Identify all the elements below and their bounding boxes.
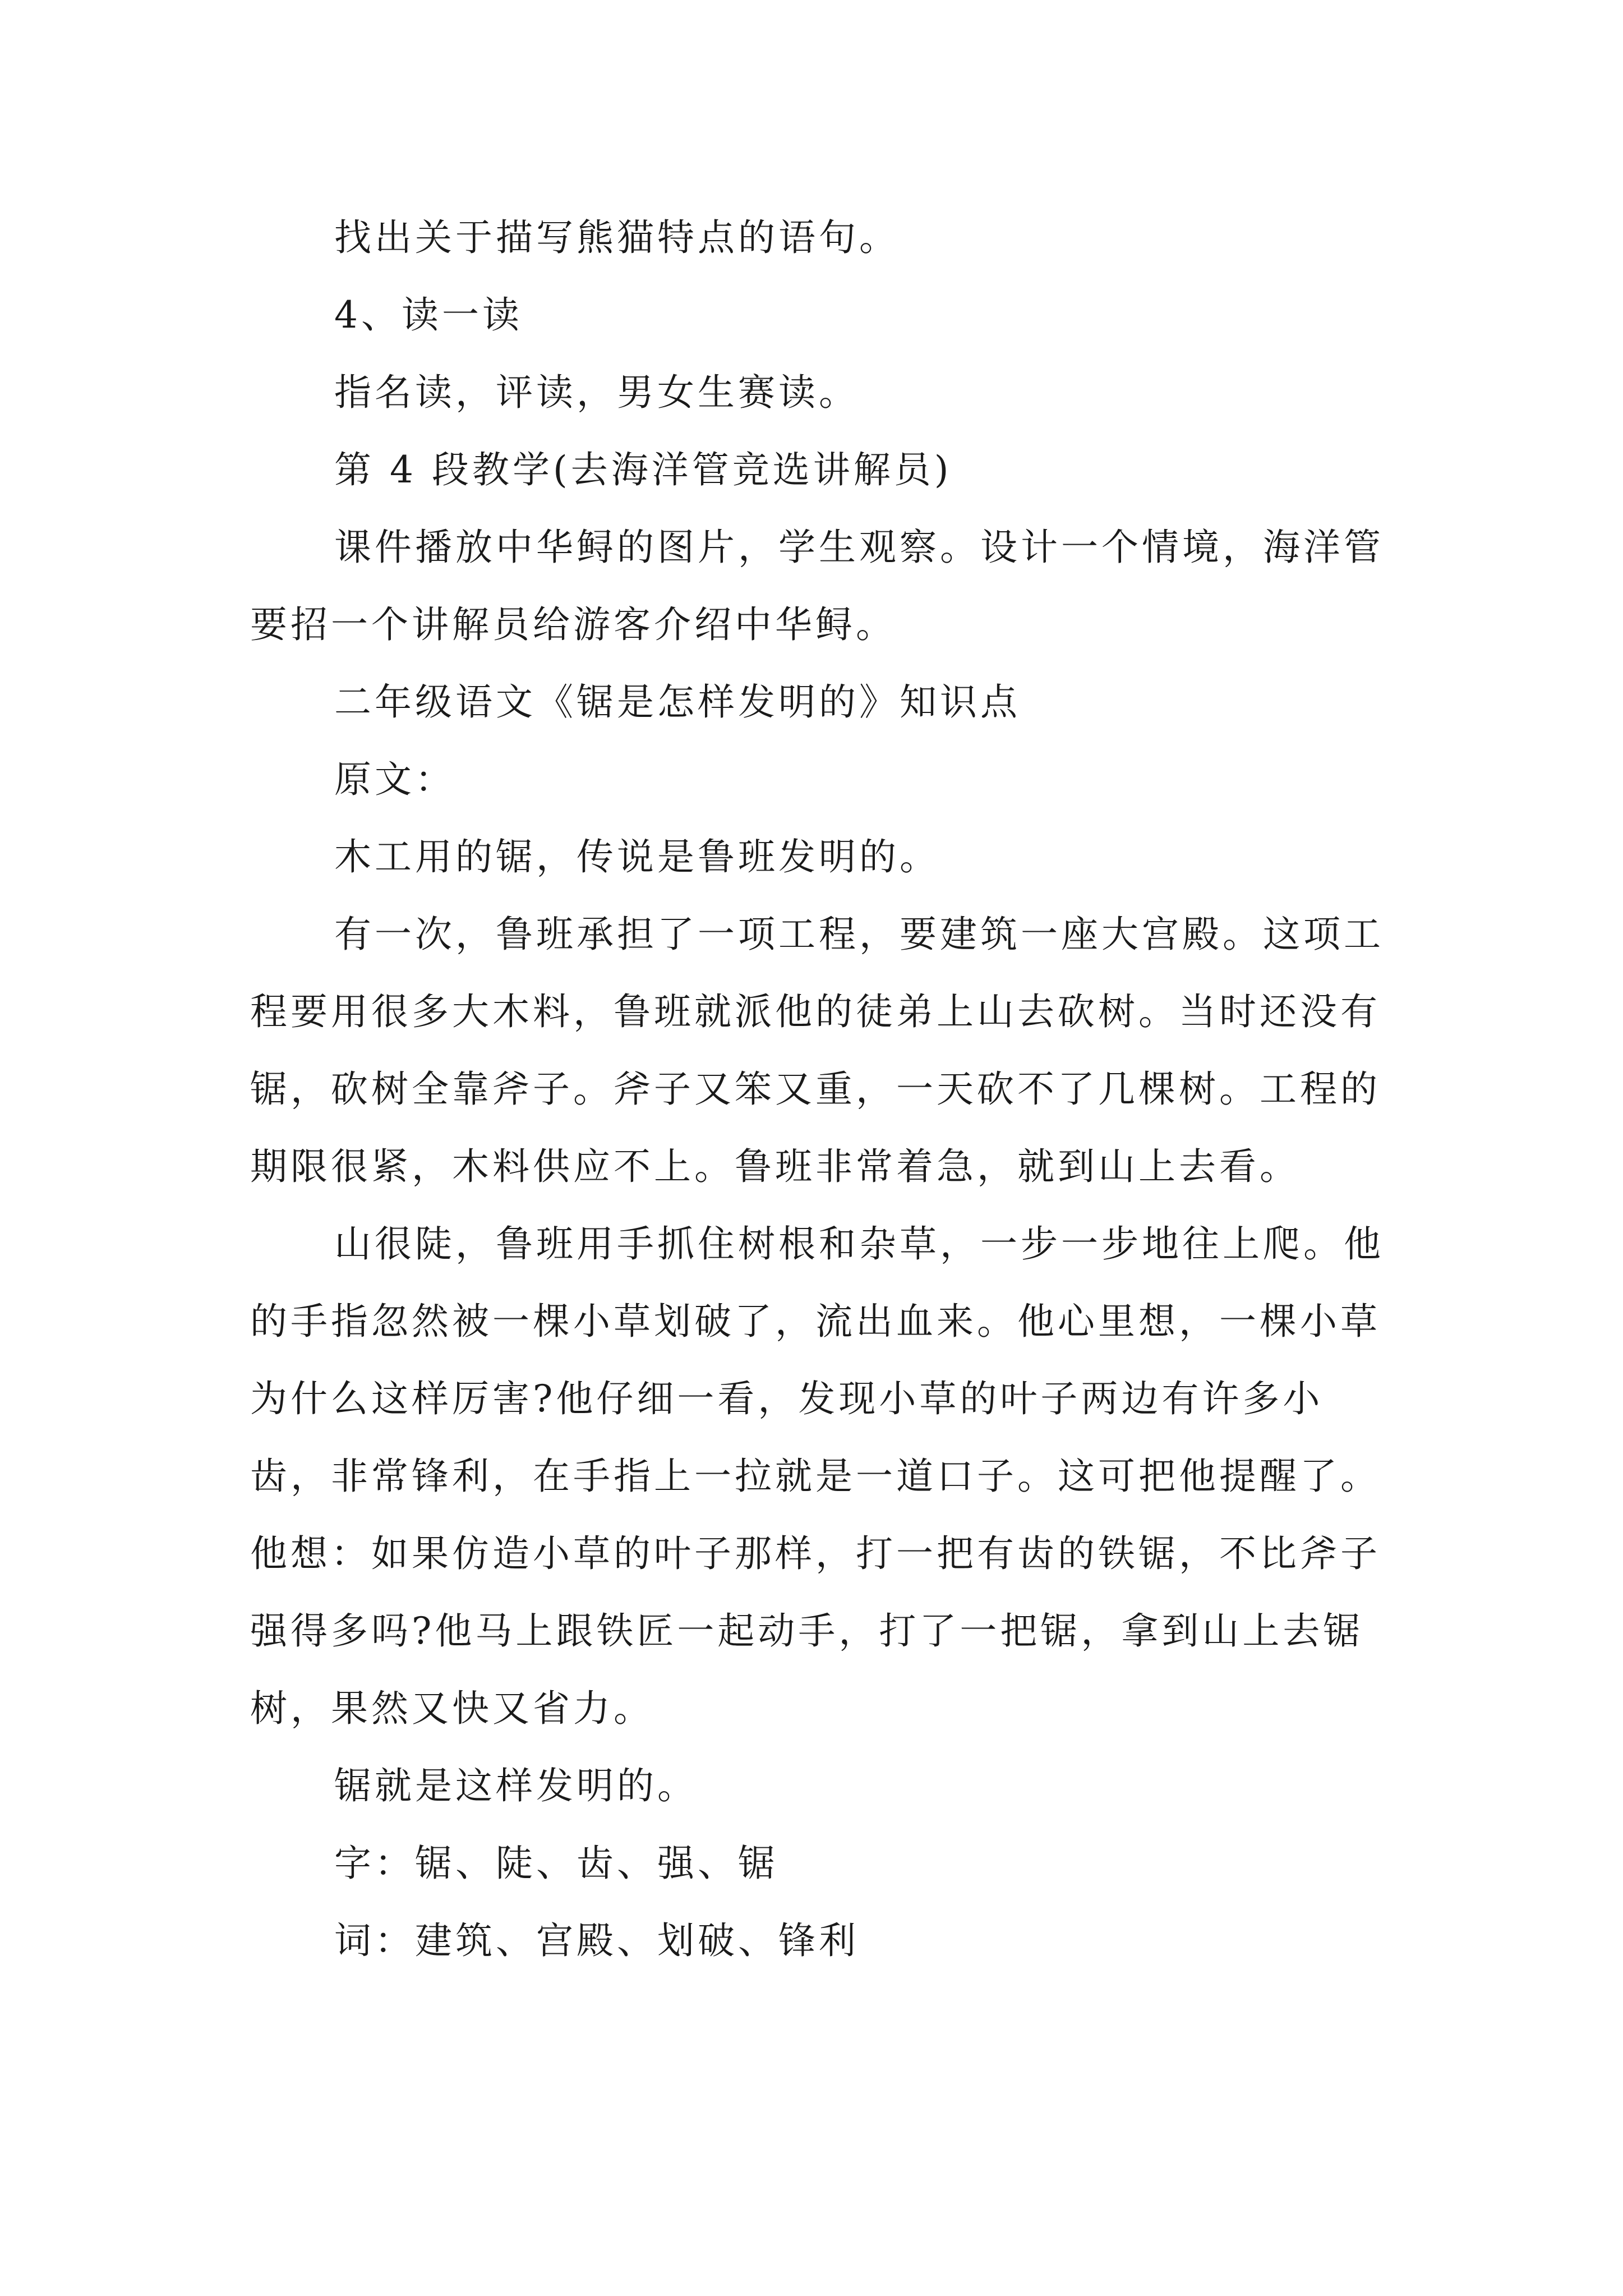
section-heading: 二年级语文《锯是怎样发明的》知识点 bbox=[334, 680, 1021, 724]
paragraph-1: 找出关于描写熊猫特点的语句。 bbox=[334, 216, 900, 259]
document-page bbox=[250, 199, 1394, 1980]
paragraph-3: 指名读，评读，男女生赛读。 bbox=[334, 371, 859, 414]
paragraph-7: 原文： bbox=[334, 758, 455, 801]
paragraph-8: 木工用的锯，传说是鲁班发明的。 bbox=[334, 835, 940, 878]
paragraph-5: 课件播放中华鲟的图片，学生观察。设计一个情境，海洋管要招一个讲解员给游客介绍中华鲟。 bbox=[250, 526, 1384, 646]
paragraph-4: 第 4 段教学(去海洋管竞选讲解员) bbox=[334, 448, 952, 491]
paragraph-11: 锯就是这样发明的。 bbox=[334, 1764, 698, 1807]
paragraph-12: 字：锯、陡、齿、强、锯 bbox=[334, 1842, 778, 1885]
paragraph-10: 山很陡，鲁班用手抓住树根和杂草，一步一步地往上爬。他的手指忽然被一棵小草划破了，流出血来。他心里想，一棵小草为什么这样厉害?他仔细一看，发现小草的叶子两边有许多小齿，非常锋利，在手指上一拉就是一道口子。这可把他提醒了。他想：如果仿造小草的叶子那样，打一把有齿的铁锯，不比斧子强得多吗?他马上跟铁匠一起动手，打了一把锯，拿到山上去锯树，果然又快又省力。 bbox=[250, 1222, 1384, 1730]
paragraph-9: 有一次，鲁班承担了一项工程，要建筑一座大宫殿。这项工程要用很多大木料，鲁班就派他的徒弟上山去砍树。当时还没有锯，砍树全靠斧子。斧子又笨又重，一天砍不了几棵树。工程的期限很紧，木料供应不上。鲁班非常着急，就到山上去看。 bbox=[250, 913, 1384, 1188]
paragraph-2: 4、读一读 bbox=[334, 293, 523, 337]
paragraph-13: 词：建筑、宫殿、划破、锋利 bbox=[334, 1919, 859, 1962]
